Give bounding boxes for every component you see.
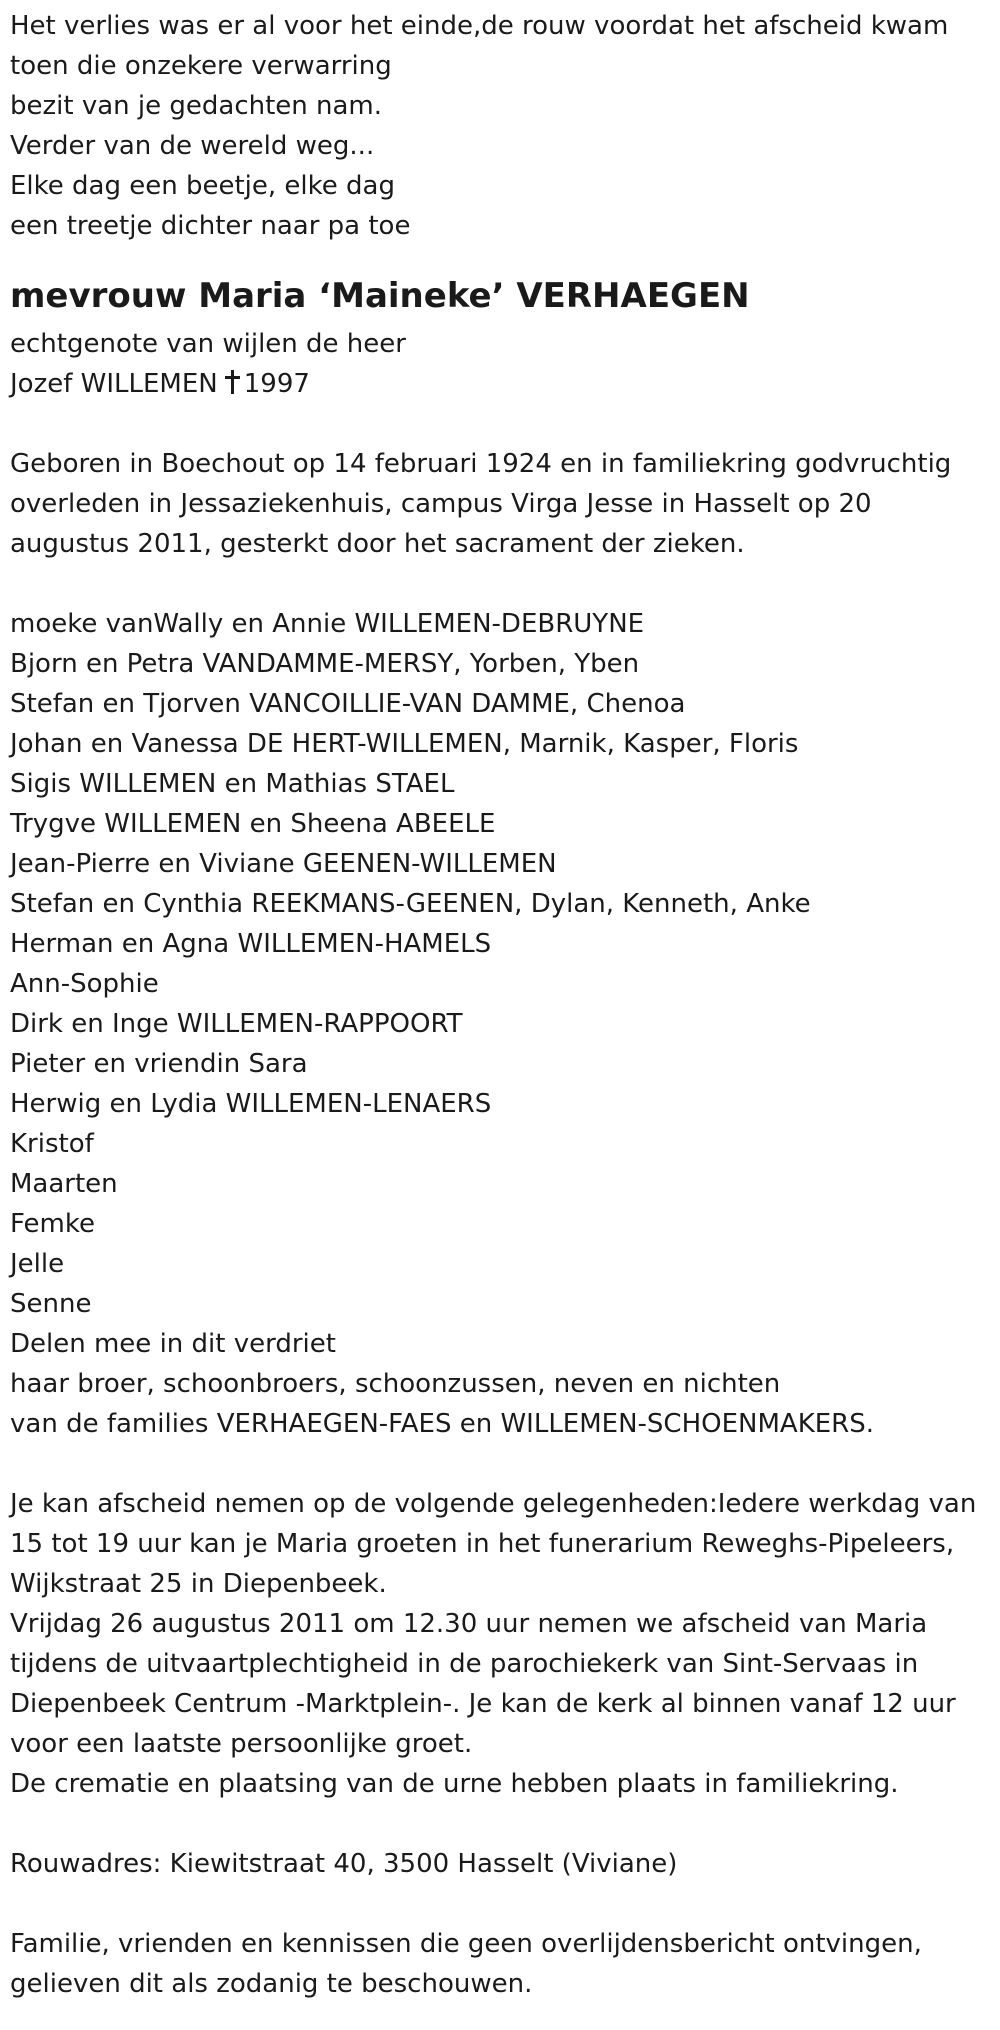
poem-line: toen die onzekere verwarring	[10, 51, 392, 81]
family-line: Dirk en Inge WILLEMEN-RAPPOORT	[10, 1009, 463, 1039]
family-line: Maarten	[10, 1169, 118, 1199]
poem-line: Het verlies was er al voor het einde,de rouw voordat het afscheid kwam	[10, 11, 949, 41]
family-line: Sigis WILLEMEN en Mathias STAEL	[10, 769, 455, 799]
closing-line: Familie, vrienden en kennissen die geen overlijdensbericht ontvingen,	[10, 1929, 922, 1959]
poem-line: een treetje dichter naar pa toe	[10, 211, 411, 241]
closing-line: gelieven dit als zodanig te beschouwen.	[10, 1969, 533, 1999]
farewell-line: Wijkstraat 25 in Diepenbeek.	[10, 1569, 387, 1599]
farewell-paragraph	[10, 1484, 1000, 1804]
spacer	[10, 564, 1000, 604]
family-line: Delen mee in dit verdriet	[10, 1329, 336, 1359]
family-line: haar broer, schoonbroers, schoonzussen, neven en nichten	[10, 1369, 781, 1399]
closing-paragraph	[10, 1924, 1000, 2004]
paragraph-line: Geboren in Boechout op 14 februari 1924 en in familiekring godvruchtig	[10, 449, 952, 479]
mourning-address: Rouwadres: Kiewitstraat 40, 3500 Hasselt (Viviane)	[10, 1849, 678, 1879]
paragraph-line: overleden in Jessaziekenhuis, campus Virga Jesse in Hasselt op 20	[10, 489, 872, 519]
spouse-name: Jozef WILLEMEN	[10, 369, 218, 399]
spacer	[10, 1804, 1000, 1844]
family-line: Stefan en Cynthia REEKMANS-GEENEN, Dylan, Kenneth, Anke	[10, 889, 811, 919]
family-line: Bjorn en Petra VANDAMME-MERSY, Yorben, Yben	[10, 649, 640, 679]
family-line: Pieter en vriendin Sara	[10, 1049, 308, 1079]
spacer	[10, 1884, 1000, 1924]
spouse-block	[10, 324, 1000, 404]
spouse-line: echtgenote van wijlen de heer	[10, 329, 406, 359]
family-line: Kristof	[10, 1129, 94, 1159]
paragraph-line: augustus 2011, gesterkt door het sacrament der zieken.	[10, 529, 745, 559]
family-list	[10, 604, 1000, 1444]
family-line: Jelle	[10, 1249, 65, 1279]
family-line: van de families VERHAEGEN-FAES en WILLEMEN-SCHOENMAKERS.	[10, 1409, 875, 1439]
deceased-name: mevrouw Maria ‘Maineke’ VERHAEGEN	[10, 276, 750, 316]
family-line: Trygve WILLEMEN en Sheena ABEELE	[10, 809, 496, 839]
farewell-line: voor een laatste persoonlijke groet.	[10, 1729, 473, 1759]
family-line: Stefan en Tjorven VANCOILLIE-VAN DAMME, Chenoa	[10, 689, 686, 719]
family-line: Femke	[10, 1209, 95, 1239]
family-line: Jean-Pierre en Viviane GEENEN-WILLEMEN	[10, 849, 557, 879]
spacer	[10, 404, 1000, 444]
family-line: Herwig en Lydia WILLEMEN-LENAERS	[10, 1089, 492, 1119]
spouse-name-line	[10, 364, 1000, 404]
family-line: Ann-Sophie	[10, 969, 159, 999]
family-line: Herman en Agna WILLEMEN-HAMELS	[10, 929, 492, 959]
spacer	[10, 1444, 1000, 1484]
birth-death-paragraph	[10, 444, 1000, 564]
family-line: moeke vanWally en Annie WILLEMEN-DEBRUYNE	[10, 609, 645, 639]
spouse-year: 1997	[243, 369, 310, 399]
farewell-line: Diepenbeek Centrum -Marktplein-. Je kan de kerk al binnen vanaf 12 uur	[10, 1689, 956, 1719]
farewell-line: tijdens de uitvaartplechtigheid in de parochiekerk van Sint-Servaas in	[10, 1649, 919, 1679]
farewell-line: 15 tot 19 uur kan je Maria groeten in het funerarium Reweghs-Pipeleers,	[10, 1529, 955, 1559]
cross-icon	[224, 370, 240, 394]
family-line: Johan en Vanessa DE HERT-WILLEMEN, Marnik, Kasper, Floris	[10, 729, 799, 759]
poem-line: Verder van de wereld weg...	[10, 131, 375, 161]
family-line: Senne	[10, 1289, 92, 1319]
farewell-line: Vrijdag 26 augustus 2011 om 12.30 uur nemen we afscheid van Maria	[10, 1609, 928, 1639]
poem-line: Elke dag een beetje, elke dag	[10, 171, 395, 201]
poem-line: bezit van je gedachten nam.	[10, 91, 383, 121]
farewell-line: De crematie en plaatsing van de urne hebben plaats in familiekring.	[10, 1769, 899, 1799]
farewell-line: Je kan afscheid nemen op de volgende gelegenheden:Iedere werkdag van	[10, 1489, 977, 1519]
poem	[10, 6, 1000, 246]
